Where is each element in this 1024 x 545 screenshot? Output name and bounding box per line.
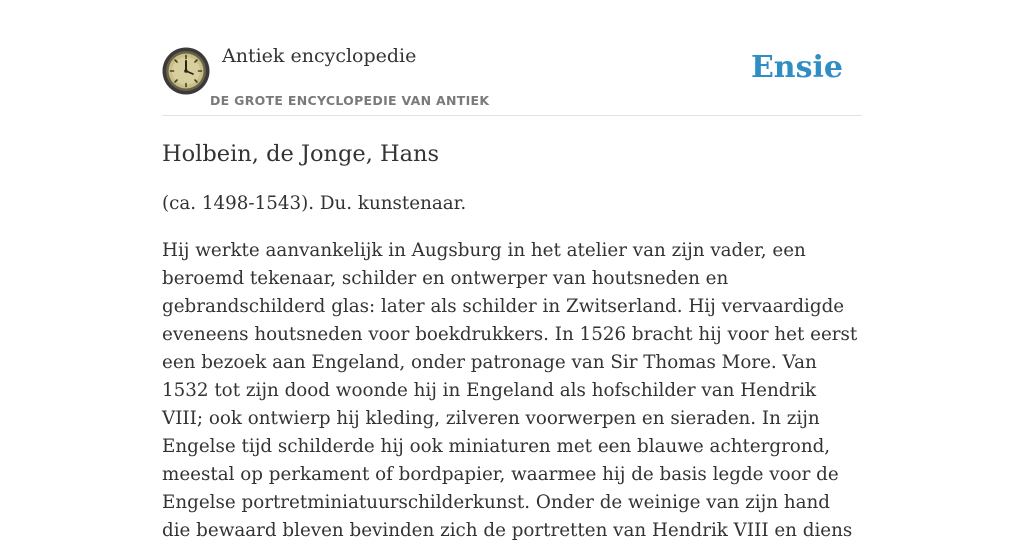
antique-clock-icon[interactable]: [162, 47, 210, 95]
site-header: [162, 0, 862, 116]
site-title[interactable]: Antiek encyclopedie: [222, 45, 417, 67]
article-intro: (ca. 1498-1543). Du. kunstenaar.: [162, 193, 467, 214]
site-subtitle: DE GROTE ENCYCLOPEDIE VAN ANTIEK: [210, 93, 490, 108]
article-title: Holbein, de Jonge, Hans: [162, 141, 440, 167]
brand-logo[interactable]: Ensie: [750, 50, 843, 85]
article: [162, 138, 862, 545]
article-body: Hij werkte aanvankelijk in Augsburg in het atelier van zijn vader, een beroemd tekenaar, schilder en ontwerper van houtsneden en gebrandschilderd glas: later als schilder in Zwitserland. Hij vervaardigde eveneens houtsneden voor boekdrukkers. In 1526 bracht hij voor het eerst een bezoek aan Engeland, onder patronage van Sir Thomas More. Van 1532 tot zijn dood woonde hij in Engeland als hofschilder van Hendrik VIII; ook ontwierp hij kleding, zilveren voorwerpen en sieraden. In zijn Engelse tijd schilderde hij ook miniaturen met een blauwe achtergrond, meestal op perkament of bordpapier, waarmee hij de basis legde voor de Engelse portretminiatuurschilderkunst. Onder de weinige van zijn hand die bewaard bleven bevinden zich de portretten van Hendrik VIII en diens: [162, 240, 858, 541]
